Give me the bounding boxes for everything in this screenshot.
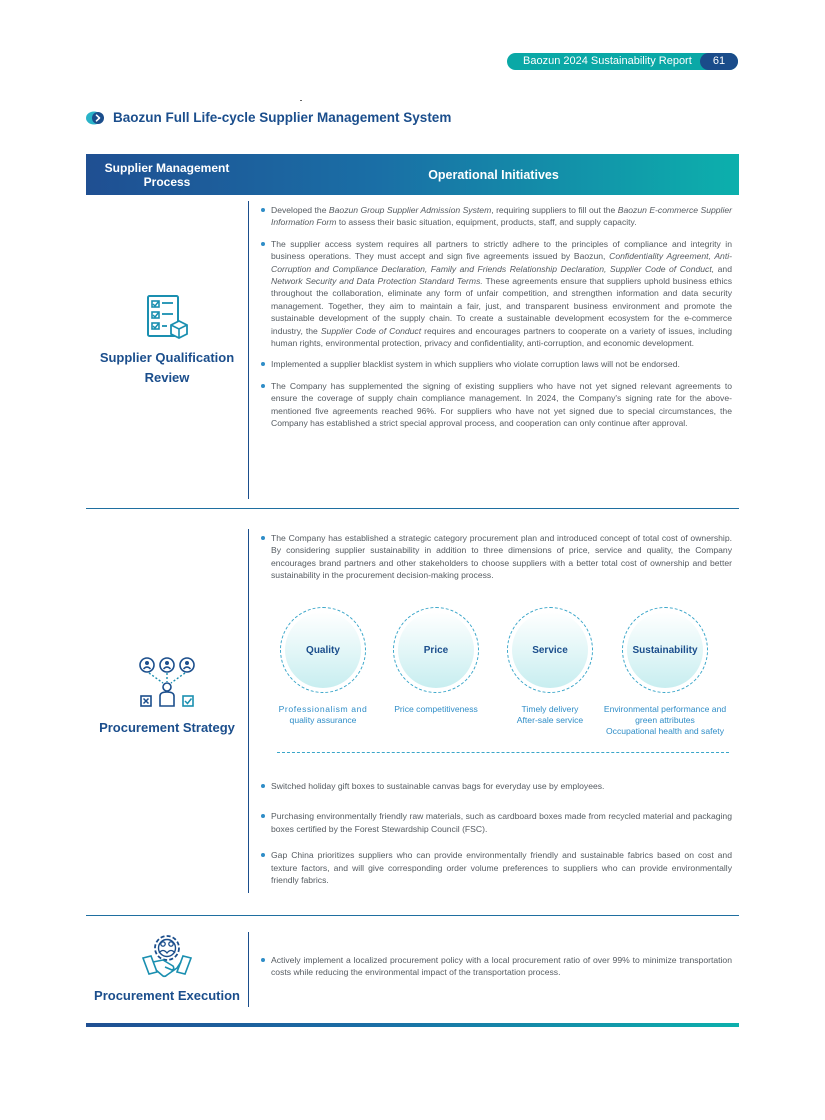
qualification-initiatives xyxy=(260,204,732,439)
dimension-sustainability xyxy=(594,607,736,737)
section-title xyxy=(86,110,451,125)
stray-dot xyxy=(300,100,302,101)
list-item: Actively implement a localized procurement policy with a local procurement ratio of over 99% to minimize transportation costs while reducing the environmental impact of the transportation process. xyxy=(260,954,732,979)
row-divider xyxy=(86,508,739,509)
strategy-initiatives xyxy=(260,780,732,895)
handshake-gear-icon xyxy=(139,932,195,982)
execution-initiatives xyxy=(260,954,732,988)
row-qualification-label-cell xyxy=(86,292,248,388)
list-item: Switched holiday gift boxes to sustainable canvas bags for everyday use by employees. xyxy=(260,780,732,792)
report-title: Baozun 2024 Sustainability Report xyxy=(523,55,692,67)
column-header-initiatives: Operational Initiatives xyxy=(428,167,559,182)
list-item: Gap China prioritizes suppliers who can provide environmentally friendly and sustainable fabrics based on cost and texture factors, and will give corresponding order volume preferences to suppliers who can provide environmentally friendly fabrics. xyxy=(260,849,732,886)
row-divider xyxy=(86,915,739,916)
dashed-divider xyxy=(277,752,729,753)
dimension-name: Sustainability xyxy=(627,612,703,688)
dimension-desc: Occupational health and safety xyxy=(605,726,724,736)
list-item: Implemented a supplier blacklist system in which suppliers who violate corruption laws will not be endorsed. xyxy=(260,358,732,370)
dimension-desc: Timely delivery xyxy=(521,704,579,714)
arrow-circle-icon xyxy=(86,111,106,125)
list-item: Purchasing environmentally friendly raw materials, such as cardboard boxes made from recycled material and packaging boxes certified by the Forest Stewardship Council (FSC). xyxy=(260,810,732,835)
dimension-desc: After-sale service xyxy=(516,715,584,725)
column-divider xyxy=(248,932,249,1007)
dimension-name: Quality xyxy=(285,612,361,688)
checklist-box-icon xyxy=(142,292,192,342)
row-label-qualification: Supplier Qualification Review xyxy=(99,350,235,385)
supplier-selection-icon xyxy=(135,656,199,714)
column-divider xyxy=(248,201,249,499)
dimension-name: Price xyxy=(398,612,474,688)
dimension-desc: green attributes xyxy=(635,715,695,725)
bottom-rule xyxy=(86,1023,739,1027)
list-item: The Company has supplemented the signing of existing suppliers who have not yet signed relevant agreements to ensure the coverage of supply chain compliance management. In 2024, the Company's signing rate for the above-mentioned five agreements reached 96%. For suppliers who have not yet signed due to special circumstances, the Company has established a strict special approval process, and cooperation can only continue after approval. xyxy=(260,380,732,430)
row-strategy-label-cell xyxy=(86,656,248,738)
dimension-desc: Environmental performance and xyxy=(603,704,727,714)
dimension-desc: Professionalism and xyxy=(278,704,368,714)
procurement-dimensions xyxy=(270,607,740,747)
list-item: The supplier access system requires all partners to strictly adhere to the principles of compliance and integrity in business operations. They must accept and sign five agreements issued by Baozun, Confidentiality Agreement, Anti-Corruption and Compliance Declaration, Family and Friends Relationship Declaration, Supplier Code of Conduct, and Network Security and Data Protection Standard Terms. These agreements ensure that suppliers uphold business ethics throughout the collaboration, eliminate any form of unfair competition, and strengthen information and data security management. Together, they aim to maintain a fair, just, and transparent business environment and promote the sustainable development of the supply chain. To create a sustainable development ecosystem for the e-commerce industry, the Supplier Code of Conduct requires and encourages partners to cooperate on a variety of issues, including human rights, environmental protection, privacy and confidentiality, anti-corruption, and economic development. xyxy=(260,238,732,350)
list-item: Developed the Baozun Group Supplier Admission System, requiring suppliers to fill out the Baozun E-commerce Supplier Information Form to assess their basic situation, equipment, products, staff, and supply capacity. xyxy=(260,204,732,229)
dimension-desc: quality assurance xyxy=(289,715,357,725)
dimension-desc: Price competitiveness xyxy=(394,704,478,714)
column-header-process: Supplier Management Process xyxy=(104,160,230,189)
report-header xyxy=(507,53,738,70)
list-item: The Company has established a strategic category procurement plan and introduced concept of total cost of ownership. By considering supplier sustainability in addition to three dimensions of price, service and quality, the Company encourages brand partners and other stakeholders to choose suppliers with a better total cost of ownership and better sustainability in the procurement decision-making process. xyxy=(260,532,732,582)
table-header xyxy=(86,154,739,195)
row-label-strategy: Procurement Strategy xyxy=(99,720,235,735)
row-label-execution: Procurement Execution xyxy=(94,988,240,1003)
column-divider xyxy=(248,529,249,893)
page-number: 61 xyxy=(700,53,738,70)
row-execution-label-cell xyxy=(86,932,248,1006)
dimension-name: Service xyxy=(512,612,588,688)
strategy-intro xyxy=(260,532,732,591)
section-title-text: Baozun Full Life-cycle Supplier Management System xyxy=(113,110,452,125)
